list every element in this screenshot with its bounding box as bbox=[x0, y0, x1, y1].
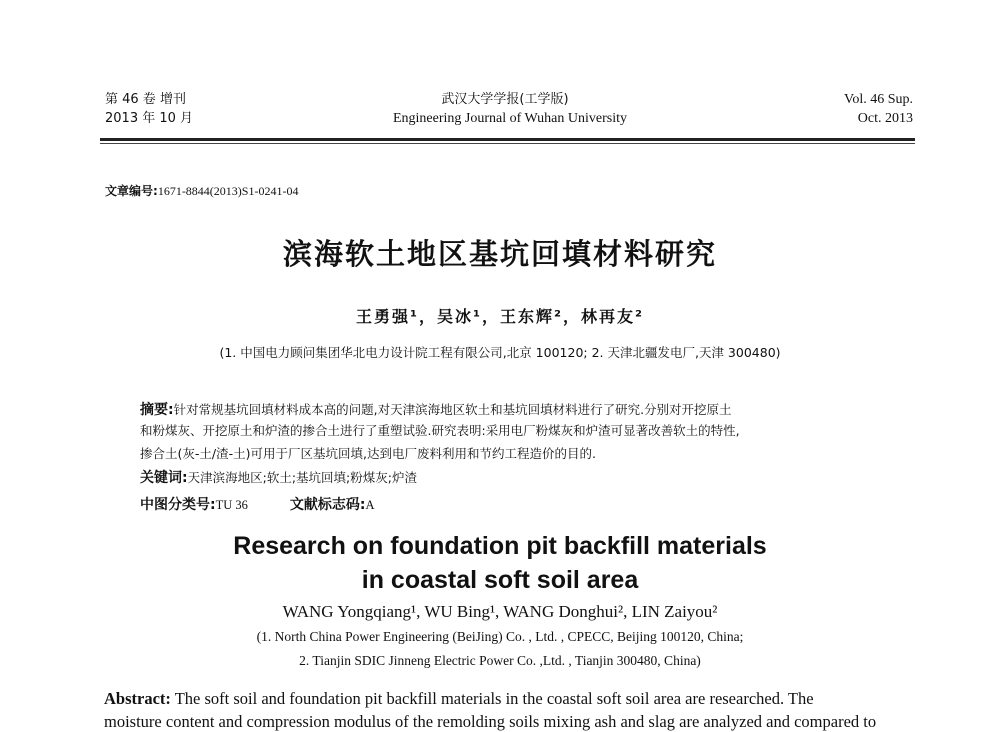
abstract-cn-line3: 掺合土(灰-土/渣-土)可用于厂区基坑回填,达到电厂废料利用和节约工程造价的目的. bbox=[140, 446, 596, 461]
class-value: TU 36 bbox=[215, 498, 248, 512]
class-label: 中图分类号: bbox=[140, 497, 216, 513]
issue-volume: 第 46 卷 增刊 bbox=[105, 92, 186, 107]
article-number-label: 文章编号: bbox=[105, 184, 158, 198]
keywords-cn-label: 关键词: bbox=[140, 470, 188, 486]
doc-code-label: 文献标志码: bbox=[289, 497, 366, 513]
keywords-cn-value: 天津滨海地区;软土;基坑回填;粉煤灰;炉渣 bbox=[187, 470, 417, 485]
authors-cn: 王勇强¹，吴冰¹，王东辉²，林再友² bbox=[355, 307, 645, 326]
abstract-cn-line2: 和粉煤灰、开挖原土和炉渣的掺合土进行了重塑试验.研究表明:采用电厂粉煤灰和炉渣可显著改善软土的特性, bbox=[140, 423, 740, 438]
date-en: Oct. 2013 bbox=[857, 111, 913, 126]
article-number-value: 1671-8844(2013)S1-0241-04 bbox=[157, 184, 299, 198]
volume-en: Vol. 46 Sup. bbox=[844, 92, 913, 107]
abstract-en-line2: moisture content and compression modulus of the remolding soils mixing ash and slag are analyzed and compared to bbox=[104, 712, 877, 731]
abstract-en-line1 bbox=[104, 689, 814, 709]
abstract-en-label: Abstract: bbox=[104, 689, 171, 708]
affiliation-en-line1: (1. North China Power Engineering (BeiJing) Co. , Ltd. , CPECC, Beijing 100120, China; bbox=[256, 629, 744, 644]
header-rule-thick bbox=[100, 138, 915, 141]
classification-cn bbox=[140, 494, 375, 514]
abstract-cn-label: 摘要: bbox=[140, 402, 174, 418]
journal-name-en: Engineering Journal of Wuhan University bbox=[392, 111, 627, 126]
title-en-line1: Research on foundation pit backfill materials bbox=[233, 532, 767, 560]
affiliation-cn: (1. 中国电力顾问集团华北电力设计院工程有限公司,北京 100120; 2. 天津北疆发电厂,天津 300480) bbox=[219, 345, 781, 360]
journal-name-cn: 武汉大学学报(工学版) bbox=[441, 92, 569, 107]
title-en-line2: in coastal soft soil area bbox=[361, 566, 639, 594]
keywords-cn bbox=[140, 467, 417, 487]
abstract-cn-text1: 针对常规基坑回填材料成本高的问题,对天津滨海地区软土和基坑回填材料进行了研究.分别对开挖原土 bbox=[173, 402, 732, 417]
abstract-cn-line1 bbox=[140, 399, 732, 419]
article-number bbox=[105, 182, 298, 199]
issue-date: 2013 年 10 月 bbox=[105, 111, 194, 126]
header-rule-thin bbox=[100, 143, 915, 144]
abstract-en-text1: The soft soil and foundation pit backfill materials in the coastal soft soil area are researched. The bbox=[170, 689, 814, 708]
title-cn: 滨海软土地区基坑回填材料研究 bbox=[282, 237, 717, 271]
doc-code-value: A bbox=[365, 498, 375, 512]
affiliation-en-line2: 2. Tianjin SDIC Jinneng Electric Power Co. ,Ltd. , Tianjin 300480, China) bbox=[299, 653, 701, 668]
authors-en: WANG Yongqiang¹, WU Bing¹, WANG Donghui², LIN Zaiyou² bbox=[282, 602, 718, 621]
